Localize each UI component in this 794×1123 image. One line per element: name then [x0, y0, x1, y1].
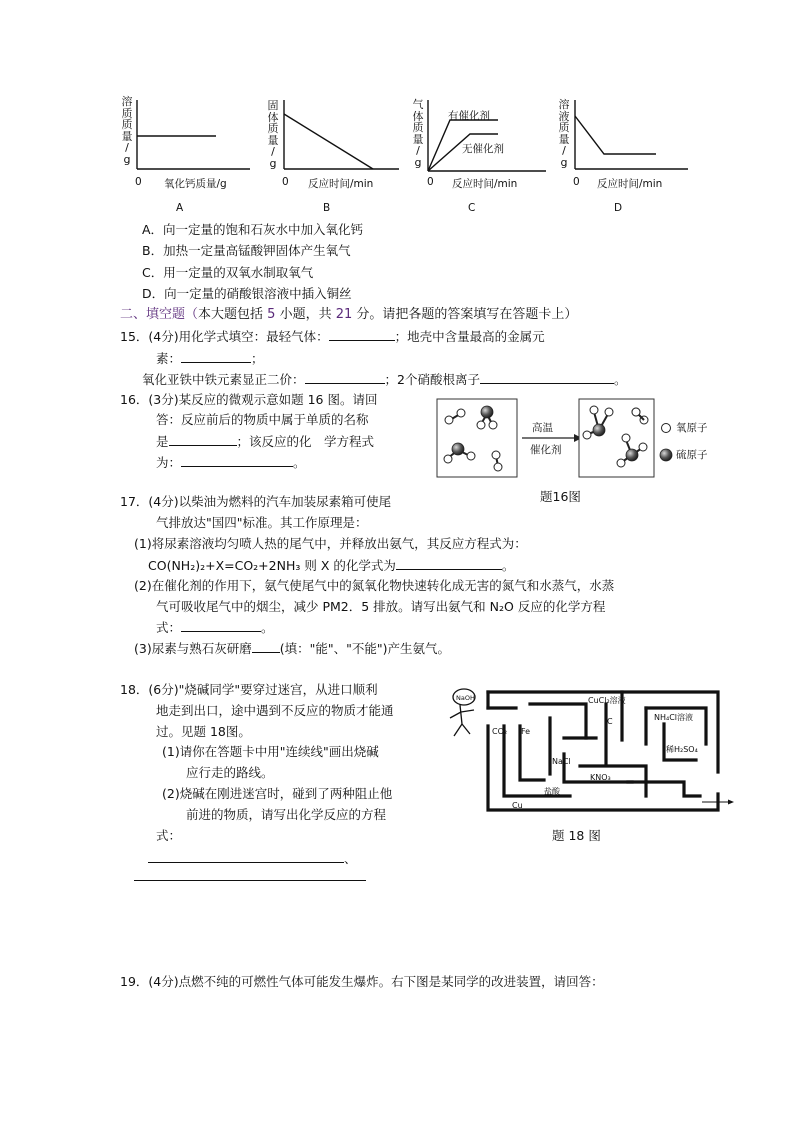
q17-line-8: (3)尿素与熟石灰研磨 (填："能"、"不能")产生氨气。	[134, 638, 450, 659]
maze-label-cucl2: CuCl₂溶液	[588, 696, 626, 705]
chart-b-series	[284, 114, 373, 169]
q18-blank-equation-1[interactable]	[148, 848, 344, 863]
q17-blank-equation[interactable]	[181, 617, 261, 632]
chart-b-plot	[265, 96, 405, 216]
chart-a-plot	[118, 96, 258, 216]
chart-d-series	[575, 116, 656, 154]
chart-d-xlabel: 反应时间/min	[597, 178, 663, 190]
chart-c-ylabel: 气 体 质 量 / g	[412, 98, 424, 169]
chart-a-letter: A	[176, 202, 184, 214]
chart-d	[556, 96, 696, 216]
q16-line-3: 是 ；该反应的化 学方程式	[156, 431, 374, 452]
q18-line-6: (2)烧碱在刚进迷宫时，碰到了两种阻止他	[162, 786, 393, 801]
q18-line-4: (1)请你在答题卡中用"连续线"画出烧碱	[162, 744, 379, 759]
q18-line-7: 前进的物质，请写出化学反应的方程	[186, 807, 387, 822]
q18-line-2: 地走到出口，途中遇到不反应的物质才能通	[156, 703, 394, 718]
q18-line-3: 过。见题 18图。	[156, 724, 251, 739]
q16-legend-sulfur: 硫原子	[676, 449, 708, 461]
q17-line-7: 式： 。	[156, 617, 274, 638]
q15-line-1: 15．(4分)用化学式填空：最轻气体： ；地壳中含量最高的金属元	[120, 326, 545, 347]
q18-answer-line-1: 、	[148, 848, 357, 869]
q18-line-8: 式：	[156, 828, 182, 843]
q17-line-4: CO(NH₂)₂+X=CO₂+2NH₃ 则 X 的化学式为 。	[148, 555, 514, 576]
maze-label-nacl: NaCl	[552, 757, 571, 766]
chart-c-origin: 0	[427, 176, 434, 188]
q18-line-1: 18．(6分)"烧碱同学"要穿过迷宫，从进口顺利	[120, 682, 378, 697]
q18-caption: 题 18 图	[552, 828, 601, 843]
maze-label-nh4cl: NH₄Cl溶液	[654, 713, 694, 722]
q15-blank-feo[interactable]	[305, 369, 385, 384]
chart-d-ylabel: 溶 液 质 量 / g	[558, 98, 570, 169]
chart-b-ylabel: 固 体 质 量 / g	[267, 99, 279, 170]
maze-label-kno3: KNO₃	[590, 773, 611, 782]
q15-blank-metal[interactable]	[181, 348, 251, 363]
q17-blank-can[interactable]	[252, 638, 280, 653]
maze-label-naoh: NaOH	[456, 694, 475, 702]
q14-option-d: D．向一定量的硝酸银溶液中插入铜丝	[142, 286, 352, 301]
chart-c-line-label-1: 有催化剂	[448, 110, 490, 122]
q16-arrow-condition-bottom: 催化剂	[530, 444, 562, 456]
q16-line-1: 16．(3分)某反应的微观示意如题 16 图。请回	[120, 392, 378, 407]
q16-line-4: 为： 。	[156, 452, 306, 473]
q17-line-6: 气可吸收尾气中的烟尘，减少 PM2．5 排放。请写出氨气和 N₂O 反应的化学方程	[156, 599, 606, 614]
q17-line-1: 17．(4分)以柴油为燃料的汽车加装尿素箱可使尾	[120, 494, 392, 509]
chart-b-letter: B	[323, 202, 331, 214]
q16-blank-equation[interactable]	[181, 452, 293, 467]
q16-diagram	[436, 398, 696, 480]
section-2-heading: 二、填空题（本大题包括 5 小题，共 21 分。请把各题的答案填写在答题卡上）	[120, 307, 578, 322]
maze-label-hcl: 盐酸	[544, 787, 560, 796]
q16-arrow-condition-top: 高温	[532, 422, 553, 434]
maze-label-h2so4: 稀H₂SO₄	[666, 745, 698, 754]
q16-caption: 题16图	[540, 489, 581, 504]
maze-label-cu: Cu	[512, 801, 523, 810]
q16-legend-oxygen: 氧原子	[676, 422, 708, 434]
chart-d-plot	[556, 96, 696, 216]
maze-label-fe: Fe	[521, 727, 531, 736]
chart-a-xlabel: 氧化钙质量/g	[164, 178, 227, 190]
chart-a	[118, 96, 258, 216]
chart-c	[410, 96, 550, 216]
q15-blank-nitrate[interactable]	[480, 369, 614, 384]
q17-line-3: (1)将尿素溶液均匀喷人热的尾气中，并释放出氨气，其反应方程式为：	[134, 536, 527, 551]
q14-option-b: B．加热一定量高锰酸钾固体产生氧气	[142, 243, 351, 258]
q16-line-2: 答：反应前后的物质中属于单质的名称	[156, 412, 369, 427]
chart-d-origin: 0	[573, 176, 580, 188]
q16-blank-element[interactable]	[169, 431, 237, 446]
q14-option-c: C．用一定量的双氧水制取氧气	[142, 265, 314, 280]
q19-line-1: 19．(4分)点燃不纯的可燃性气体可能发生爆炸。右下图是某同学的改进装置，请回答：	[120, 974, 604, 989]
chart-b-xlabel: 反应时间/min	[308, 178, 374, 190]
q15-line-3: 氧化亚铁中铁元素显正二价： ；2个硝酸根离子 。	[142, 369, 627, 390]
chart-d-letter: D	[614, 202, 623, 214]
q15-line-2: 素： ；	[156, 348, 264, 369]
q15-blank-lightest-gas[interactable]	[329, 326, 395, 341]
chart-a-ylabel: 溶 质 质 量 / g	[121, 95, 133, 166]
chart-a-origin: 0	[135, 176, 142, 188]
maze-label-co2: CO₂	[492, 727, 508, 736]
q17-blank-x[interactable]	[396, 555, 502, 570]
chart-c-letter: C	[468, 202, 476, 214]
chart-b	[265, 96, 405, 216]
chart-c-line-label-2: 无催化剂	[462, 143, 504, 155]
q18-maze	[446, 684, 736, 816]
q17-line-5: (2)在催化剂的作用下，氨气使尾气中的氮氧化物快速转化成无害的氮气和水蒸气，水蒸	[134, 578, 615, 593]
q17-line-2: 气排放达"国四"标准。其工作原理是：	[156, 515, 368, 530]
maze-label-c: C	[607, 717, 613, 726]
q14-option-a: A．向一定量的饱和石灰水中加入氧化钙	[142, 222, 364, 237]
q18-answer-line-2[interactable]	[134, 880, 366, 881]
chart-b-origin: 0	[282, 176, 289, 188]
chart-c-xlabel: 反应时间/min	[452, 178, 518, 190]
q18-line-5: 应行走的路线。	[186, 765, 274, 780]
